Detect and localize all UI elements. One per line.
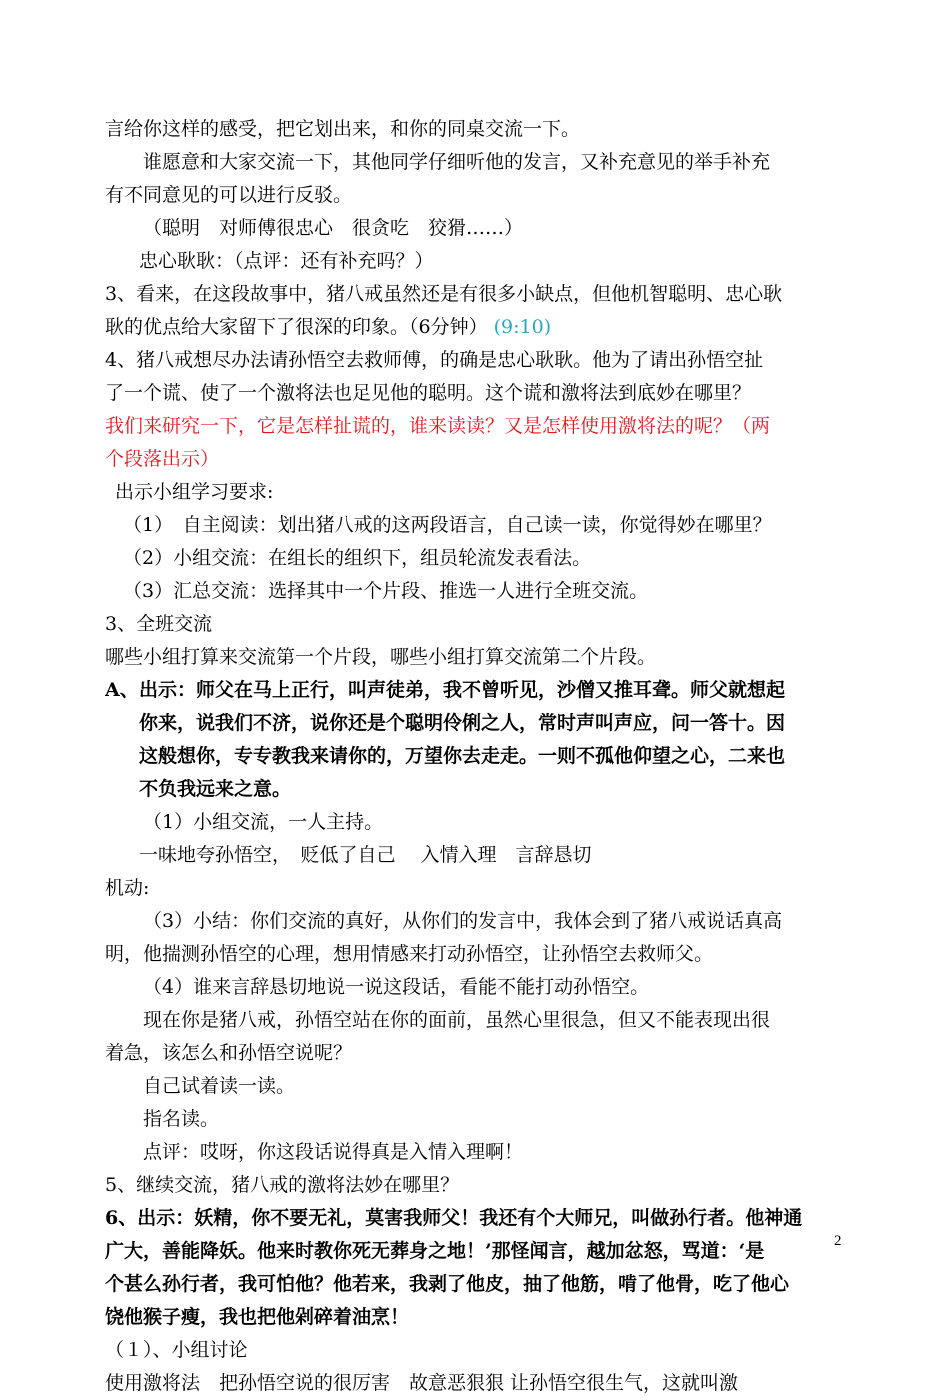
text-line	[105, 311, 850, 344]
text-line: 着急，该怎么和孙悟空说呢？	[105, 1042, 353, 1064]
text-line: 有不同意见的可以进行反驳。	[105, 184, 353, 206]
quote-line: 个甚么孙行者，我可怕他？他若来，我剥了他皮，抽了他筋，啃了他骨，吃了他心	[105, 1273, 790, 1295]
text-line: 明，他揣测孙悟空的心理，想用情感来打动孙悟空，让孙悟空去救师父。	[105, 943, 714, 965]
text-segment: 耿的优点给大家留下了很深的印象。（6分钟）	[105, 316, 488, 338]
time-note: (9:10)	[493, 316, 552, 338]
text-line: （2）小组交流：在组长的组织下，组员轮流发表看法。	[123, 547, 592, 569]
quote-line: 广大，善能降妖。他来时教你死无葬身之地！’那怪闻言，越加忿怒，骂道：‘是	[105, 1240, 765, 1262]
document-body	[105, 113, 850, 1400]
text-line: 使用激将法 把孙悟空说的很厉害 故意恶狠狠 让孙悟空很生气，这就叫激	[105, 1372, 739, 1394]
text-line: 一味地夸孙悟空， 贬低了自己 入情入理 言辞恳切	[139, 844, 592, 866]
text-line: 3、看来，在这段故事中，猪八戒虽然还是有很多小缺点，但他机智聪明、忠心耿	[105, 283, 783, 305]
text-line: （4）谁来言辞恳切地说一说这段话，看能不能打动孙悟空。	[143, 976, 650, 998]
page-number: 2	[834, 1233, 842, 1249]
quote-line: 6、出示：妖精，你不要无礼，莫害我师父！我还有个大师兄，叫做孙行者。他神通	[105, 1207, 803, 1229]
quote-line: 你来，说我们不济，说你还是个聪明伶俐之人，常时声叫声应，问一答十。因	[139, 712, 786, 734]
quote-line: 这般想你，专专教我来请你的，万望你去走走。一则不孤他仰望之心，二来也	[139, 745, 786, 767]
item-label: A、	[105, 679, 139, 701]
text-line: 现在你是猪八戒，孙悟空站在你的面前，虽然心里很急，但又不能表现出很	[143, 1009, 771, 1031]
text-line: 点评：哎呀，你这段话说得真是入情入理啊！	[143, 1141, 524, 1163]
text-line: 机动:	[105, 877, 150, 899]
text-line: 哪些小组打算来交流第一个片段，哪些小组打算交流第二个片段。	[105, 646, 657, 668]
text-line: 指名读。	[143, 1108, 220, 1130]
text-line	[105, 674, 850, 707]
text-line: （１）、小组讨论	[105, 1339, 248, 1361]
highlight-line: 个段落出示）	[105, 448, 220, 470]
text-line: （3）汇总交流：选择其中一个片段、推选一人进行全班交流。	[123, 580, 649, 602]
text-line: 忠心耿耿：（点评：还有补充吗？）	[139, 250, 434, 272]
text-line: （1） 自主阅读：划出猪八戒的这两段语言，自己读一读，你觉得妙在哪里？	[123, 514, 772, 536]
highlight-line: 我们来研究一下，它是怎样扯谎的，谁来读读？又是怎样使用激将法的呢？（两	[105, 415, 771, 437]
text-line: 3、全班交流	[105, 613, 213, 635]
quote-line: 饶他猴子瘦，我也把他剁碎着油烹！	[105, 1306, 410, 1328]
text-line: 5、继续交流，猪八戒的激将法妙在哪里？	[105, 1174, 460, 1196]
text-line: 自己试着读一读。	[143, 1075, 296, 1097]
text-line: 4、猪八戒想尽办法请孙悟空去救师傅，的确是忠心耿耿。他为了请出孙悟空扯	[105, 349, 764, 371]
quote-text: 出示：师父在马上正行，叫声徒弟，我不曾听见，沙僧又推耳聋。师父就想起	[139, 679, 786, 701]
text-line: （聪明 对师傅很忠心 很贪吃 狡猾……）	[143, 217, 524, 239]
quote-line: 不负我远来之意。	[139, 778, 292, 800]
text-line: （3）小结：你们交流的真好，从你们的发言中，我体会到了猪八戒说话真高	[143, 910, 783, 932]
text-line: （1）小组交流，一人主持。	[143, 811, 384, 833]
text-line: 言给你这样的感受，把它划出来，和你的同桌交流一下。	[105, 118, 581, 140]
text-line: 出示小组学习要求:	[115, 481, 274, 503]
text-line: 谁愿意和大家交流一下，其他同学仔细听他的发言，又补充意见的举手补充	[143, 151, 771, 173]
text-line: 了一个谎、使了一个激将法也足见他的聪明。这个谎和激将法到底妙在哪里？	[105, 382, 752, 404]
